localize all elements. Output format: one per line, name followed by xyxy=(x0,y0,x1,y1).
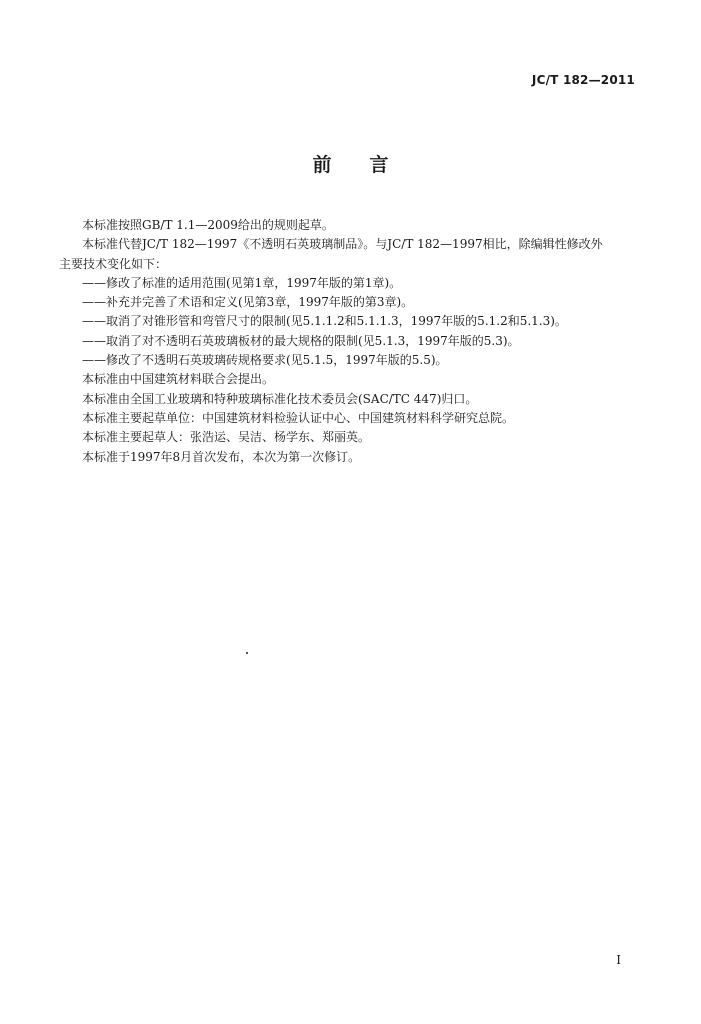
paragraph-release-history: 本标准于1997年8月首次发布，本次为第一次修订。 xyxy=(82,449,361,464)
change-item-terms: ——补充并完善了术语和定义(见第3章，1997年版的第3章)。 xyxy=(82,295,414,310)
page-title: 前言 xyxy=(312,154,427,176)
paragraph-drafters: 本标准主要起草人：张浩运、吴洁、杨学东、郑丽英。 xyxy=(82,430,371,445)
paragraph-drafting-rules: 本标准按照GB/T 1.1—2009给出的规则起草。 xyxy=(82,218,334,232)
standard-number: JC/T 182—2011 xyxy=(531,73,635,87)
foreword-body xyxy=(59,216,649,467)
page-number: I xyxy=(616,953,621,967)
scan-speck xyxy=(246,652,248,654)
change-item-plate-sizes: ——取消了对不透明石英玻璃板材的最大规格的限制(见5.1.3，1997年版的5.3)。 xyxy=(82,333,520,348)
paragraph-under-jurisdiction: 本标准由全国工业玻璃和特种玻璃标准化技术委员会(SAC/TC 447)归口。 xyxy=(82,391,478,406)
change-item-scope: ——修改了标准的适用范围(见第1章，1997年版的第1章)。 xyxy=(82,275,402,290)
paragraph-replaces-continued: 主要技术变化如下： xyxy=(59,256,168,271)
paragraph-replaces: 本标准代替JC/T 182—1997《不透明石英玻璃制品》。与JC/T 182—1997相比，除编辑性修改外 xyxy=(82,237,603,252)
paragraph-proposed-by: 本标准由中国建筑材料联合会提出。 xyxy=(82,372,275,387)
paragraph-drafting-units: 本标准主要起草单位：中国建筑材料检验认证中心、中国建筑材料科学研究总院。 xyxy=(82,410,515,425)
change-item-brick-specs: ——修改了不透明石英玻璃砖规格要求(见5.1.5，1997年版的5.5)。 xyxy=(82,353,448,368)
change-item-tube-sizes: ——取消了对锥形管和弯管尺寸的限制(见5.1.1.2和5.1.1.3，1997年版的5.1.2和5.1.3)。 xyxy=(82,314,567,329)
